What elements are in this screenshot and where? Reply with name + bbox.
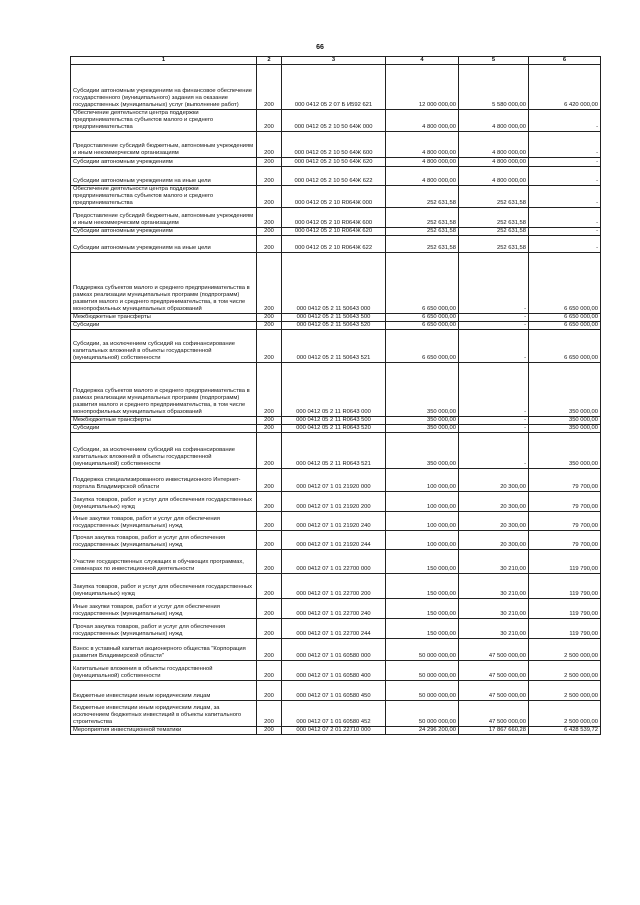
row-kbk-cell: 000 0412 05 2 10 50 64Ж 622 <box>282 167 386 186</box>
row-name-cell: Субсидии автономным учреждениям <box>71 158 257 167</box>
row-code-cell: 200 <box>257 531 282 550</box>
row-remaining-cell: - <box>529 158 601 167</box>
row-spent-cell: - <box>459 253 529 314</box>
row-total-cell: 150 000,00 <box>386 619 459 639</box>
row-remaining-cell: 350 000,00 <box>529 417 601 425</box>
row-kbk-cell: 000 0412 07 1 01 21920 244 <box>282 531 386 550</box>
row-name-cell: Иные закупки товаров, работ и услуг для обеспечения государственных (муниципальных) нужд <box>71 599 257 619</box>
row-remaining-cell: 79 700,00 <box>529 492 601 512</box>
row-spent-cell: 4 800 000,00 <box>459 132 529 158</box>
row-code-cell: 200 <box>257 681 282 701</box>
row-code-cell: 200 <box>257 701 282 727</box>
row-remaining-cell: - <box>529 208 601 228</box>
row-spent-cell: 20 300,00 <box>459 512 529 531</box>
row-name-cell: Прочая закупка товаров, работ и услуг для обеспечения государственных (муниципальных) нужд <box>71 531 257 550</box>
row-spent-cell: 30 210,00 <box>459 619 529 639</box>
row-spent-cell: 30 210,00 <box>459 550 529 574</box>
table-row <box>71 492 601 512</box>
row-kbk-cell: 000 0412 07 1 01 21920 200 <box>282 492 386 512</box>
row-code-cell: 200 <box>257 727 282 735</box>
row-code-cell: 200 <box>257 167 282 186</box>
row-remaining-cell: 350 000,00 <box>529 433 601 469</box>
row-total-cell: 4 800 000,00 <box>386 167 459 186</box>
row-remaining-cell: 79 700,00 <box>529 531 601 550</box>
row-remaining-cell: 6 650 000,00 <box>529 330 601 363</box>
table-row <box>71 531 601 550</box>
row-remaining-cell: 6 428 539,72 <box>529 727 601 735</box>
row-total-cell: 350 000,00 <box>386 363 459 417</box>
row-kbk-cell: 000 0412 05 2 11 R0643 000 <box>282 363 386 417</box>
row-name-cell: Обеспечение деятельности центра поддержки предпринимательства субъектов малого и среднего предпринимательства <box>71 186 257 208</box>
row-code-cell: 200 <box>257 158 282 167</box>
row-code-cell: 200 <box>257 330 282 363</box>
row-total-cell: 4 800 000,00 <box>386 132 459 158</box>
row-remaining-cell: 119 790,00 <box>529 550 601 574</box>
row-kbk-cell: 000 0412 05 2 10 50 64Ж 600 <box>282 132 386 158</box>
row-total-cell: 6 650 000,00 <box>386 322 459 330</box>
row-spent-cell: 5 580 000,00 <box>459 65 529 110</box>
row-remaining-cell: - <box>529 132 601 158</box>
row-remaining-cell: - <box>529 167 601 186</box>
page-number: 66 <box>316 44 324 51</box>
row-total-cell: 252 631,58 <box>386 186 459 208</box>
row-kbk-cell: 000 0412 05 2 10 R064Ж 000 <box>282 186 386 208</box>
row-name-cell: Субсидии, за исключением субсидий на софинансирование капитальных вложений в объекты государственной (муниципальной) собственности <box>71 330 257 363</box>
row-name-cell: Прочая закупка товаров, работ и услуг для обеспечения государственных (муниципальных) нужд <box>71 619 257 639</box>
table-row <box>71 469 601 492</box>
row-kbk-cell: 000 0412 07 1 01 60580 400 <box>282 661 386 681</box>
row-name-cell: Предоставление субсидий бюджетным, автономным учреждениям и иным некоммерческим организациям <box>71 132 257 158</box>
row-spent-cell: 47 500 000,00 <box>459 639 529 661</box>
row-name-cell: Субсидии автономным учреждениям <box>71 228 257 236</box>
row-code-cell: 200 <box>257 639 282 661</box>
row-spent-cell: - <box>459 417 529 425</box>
row-code-cell: 200 <box>257 253 282 314</box>
row-kbk-cell: 000 0412 05 2 11 50643 521 <box>282 330 386 363</box>
row-name-cell: Закупка товаров, работ и услуг для обеспечения государственных (муниципальных) нужд <box>71 492 257 512</box>
table-row <box>71 65 601 110</box>
row-kbk-cell: 000 0412 07 2 01 22710 000 <box>282 727 386 735</box>
row-kbk-cell: 000 0412 07 1 01 22700 240 <box>282 599 386 619</box>
row-spent-cell: - <box>459 433 529 469</box>
table-row <box>71 314 601 322</box>
row-remaining-cell: 119 790,00 <box>529 619 601 639</box>
row-spent-cell: 20 300,00 <box>459 531 529 550</box>
table-row <box>71 433 601 469</box>
row-spent-cell: 47 500 000,00 <box>459 661 529 681</box>
header-col-6: 6 <box>529 57 601 65</box>
table-row <box>71 110 601 132</box>
row-total-cell: 100 000,00 <box>386 469 459 492</box>
row-total-cell: 12 000 000,00 <box>386 65 459 110</box>
row-spent-cell: 4 800 000,00 <box>459 158 529 167</box>
row-total-cell: 150 000,00 <box>386 599 459 619</box>
table-row <box>71 599 601 619</box>
row-remaining-cell: 6 650 000,00 <box>529 322 601 330</box>
row-name-cell: Участие государственных служащих в обучающих программах, семинарах по инвестиционной деятельности <box>71 550 257 574</box>
row-name-cell: Взнос в уставный капитал акционерного общества "Корпорация развития Владимирской области" <box>71 639 257 661</box>
row-total-cell: 252 631,58 <box>386 208 459 228</box>
row-spent-cell: - <box>459 425 529 433</box>
row-spent-cell: 47 500 000,00 <box>459 701 529 727</box>
row-total-cell: 350 000,00 <box>386 433 459 469</box>
row-kbk-cell: 000 0412 05 2 11 R0643 500 <box>282 417 386 425</box>
row-remaining-cell: 119 790,00 <box>529 574 601 599</box>
row-total-cell: 6 650 000,00 <box>386 314 459 322</box>
table-row <box>71 167 601 186</box>
row-remaining-cell: 79 700,00 <box>529 469 601 492</box>
header-col-1: 1 <box>71 57 257 65</box>
row-remaining-cell: 6 650 000,00 <box>529 253 601 314</box>
row-remaining-cell: 2 500 000,00 <box>529 639 601 661</box>
row-remaining-cell: 2 500 000,00 <box>529 661 601 681</box>
row-code-cell: 200 <box>257 314 282 322</box>
table-row <box>71 550 601 574</box>
row-total-cell: 150 000,00 <box>386 574 459 599</box>
row-remaining-cell: 119 790,00 <box>529 599 601 619</box>
row-remaining-cell: 350 000,00 <box>529 363 601 417</box>
row-spent-cell: - <box>459 330 529 363</box>
row-name-cell: Обеспечение деятельности центра поддержки предпринимательства субъектов малого и среднего предпринимательства <box>71 110 257 132</box>
row-name-cell: Иные закупки товаров, работ и услуг для обеспечения государственных (муниципальных) нужд <box>71 512 257 531</box>
row-name-cell: Субсидии автономным учреждениям на финансовое обеспечение государственного (муниципального) задания на оказание государственных (муниципальных) услуг (выполнение работ) <box>71 65 257 110</box>
table-row <box>71 236 601 253</box>
row-remaining-cell: 2 500 000,00 <box>529 681 601 701</box>
table-row <box>71 512 601 531</box>
row-name-cell: Мероприятия инвестиционной тематики <box>71 727 257 735</box>
row-code-cell: 200 <box>257 433 282 469</box>
row-code-cell: 200 <box>257 236 282 253</box>
row-code-cell: 200 <box>257 110 282 132</box>
row-total-cell: 50 000 000,00 <box>386 681 459 701</box>
row-total-cell: 50 000 000,00 <box>386 701 459 727</box>
row-kbk-cell: 000 0412 07 1 01 21920 000 <box>282 469 386 492</box>
row-remaining-cell: - <box>529 110 601 132</box>
row-kbk-cell: 000 0412 07 1 01 22700 000 <box>282 550 386 574</box>
row-code-cell: 200 <box>257 208 282 228</box>
table-row <box>71 330 601 363</box>
row-kbk-cell: 000 0412 07 1 01 60580 452 <box>282 701 386 727</box>
row-spent-cell: - <box>459 322 529 330</box>
row-name-cell: Субсидии <box>71 425 257 433</box>
row-kbk-cell: 000 0412 07 1 01 21920 240 <box>282 512 386 531</box>
budget-table <box>70 56 601 735</box>
row-code-cell: 200 <box>257 599 282 619</box>
row-kbk-cell: 000 0412 05 2 10 R064Ж 620 <box>282 228 386 236</box>
row-name-cell: Предоставление субсидий бюджетным, автономным учреждениям и иным некоммерческим организациям <box>71 208 257 228</box>
row-remaining-cell: 6 420 000,00 <box>529 65 601 110</box>
row-kbk-cell: 000 0412 05 2 10 R064Ж 622 <box>282 236 386 253</box>
row-total-cell: 100 000,00 <box>386 531 459 550</box>
table-row <box>71 132 601 158</box>
row-code-cell: 200 <box>257 132 282 158</box>
row-kbk-cell: 000 0412 07 1 01 22700 244 <box>282 619 386 639</box>
table-row <box>71 363 601 417</box>
row-kbk-cell: 000 0412 07 1 01 22700 200 <box>282 574 386 599</box>
header-col-5: 5 <box>459 57 529 65</box>
row-name-cell: Бюджетные инвестиции иным юридическим лицам <box>71 681 257 701</box>
table-header-row <box>71 57 601 65</box>
row-code-cell: 200 <box>257 417 282 425</box>
row-total-cell: 350 000,00 <box>386 425 459 433</box>
row-remaining-cell: 79 700,00 <box>529 512 601 531</box>
row-total-cell: 150 000,00 <box>386 550 459 574</box>
table-row <box>71 661 601 681</box>
row-code-cell: 200 <box>257 322 282 330</box>
row-code-cell: 200 <box>257 228 282 236</box>
row-code-cell: 200 <box>257 65 282 110</box>
row-total-cell: 252 631,58 <box>386 236 459 253</box>
row-kbk-cell: 000 0412 07 1 01 60580 000 <box>282 639 386 661</box>
row-total-cell: 100 000,00 <box>386 512 459 531</box>
table-row <box>71 186 601 208</box>
row-name-cell: Поддержка специализированного инвестиционного Интернет-портала Владимирской области <box>71 469 257 492</box>
row-spent-cell: - <box>459 314 529 322</box>
row-spent-cell: 20 300,00 <box>459 469 529 492</box>
row-spent-cell: 252 631,58 <box>459 228 529 236</box>
row-name-cell: Межбюджетные трансферты <box>71 314 257 322</box>
table-row <box>71 322 601 330</box>
row-name-cell: Капитальные вложения в объекты государственной (муниципальной) собственности <box>71 661 257 681</box>
row-code-cell: 200 <box>257 469 282 492</box>
row-spent-cell: 30 210,00 <box>459 574 529 599</box>
row-remaining-cell: - <box>529 186 601 208</box>
row-name-cell: Субсидии автономным учреждениям на иные цели <box>71 236 257 253</box>
row-name-cell: Бюджетные инвестиции иным юридическим лицам, за исключением бюджетных инвестиций в объекты капитального строительства <box>71 701 257 727</box>
row-name-cell: Поддержка субъектов малого и среднего предпринимательства в рамках реализации муниципальных программ (подпрограмм) развития малого и среднего предпринимательства, в том числе монопрофильных муниципальных образований <box>71 363 257 417</box>
table-row <box>71 681 601 701</box>
row-name-cell: Субсидии <box>71 322 257 330</box>
row-name-cell: Субсидии автономным учреждениям на иные цели <box>71 167 257 186</box>
row-name-cell: Субсидии, за исключением субсидий на софинансирование капитальных вложений в объекты государственной (муниципальной) собственности <box>71 433 257 469</box>
table-row <box>71 228 601 236</box>
row-code-cell: 200 <box>257 492 282 512</box>
row-kbk-cell: 000 0412 05 2 11 50643 000 <box>282 253 386 314</box>
row-total-cell: 4 800 000,00 <box>386 110 459 132</box>
table-row <box>71 208 601 228</box>
row-total-cell: 100 000,00 <box>386 492 459 512</box>
row-total-cell: 24 296 200,00 <box>386 727 459 735</box>
row-name-cell: Межбюджетные трансферты <box>71 417 257 425</box>
row-spent-cell: 4 800 000,00 <box>459 110 529 132</box>
row-remaining-cell: - <box>529 236 601 253</box>
table-row <box>71 574 601 599</box>
row-remaining-cell: 2 500 000,00 <box>529 701 601 727</box>
row-total-cell: 4 800 000,00 <box>386 158 459 167</box>
table-row <box>71 619 601 639</box>
row-spent-cell: 252 631,58 <box>459 186 529 208</box>
row-kbk-cell: 000 0412 05 2 10 R064Ж 600 <box>282 208 386 228</box>
row-spent-cell: 4 800 000,00 <box>459 167 529 186</box>
header-col-3: 3 <box>282 57 386 65</box>
header-col-4: 4 <box>386 57 459 65</box>
row-code-cell: 200 <box>257 425 282 433</box>
row-code-cell: 200 <box>257 619 282 639</box>
row-kbk-cell: 000 0412 05 2 07 Б И592 621 <box>282 65 386 110</box>
row-total-cell: 252 631,58 <box>386 228 459 236</box>
row-code-cell: 200 <box>257 363 282 417</box>
table-row <box>71 158 601 167</box>
table-row <box>71 727 601 735</box>
table-row <box>71 701 601 727</box>
row-kbk-cell: 000 0412 05 2 11 50643 520 <box>282 322 386 330</box>
table-row <box>71 639 601 661</box>
row-code-cell: 200 <box>257 550 282 574</box>
row-kbk-cell: 000 0412 07 1 01 60580 450 <box>282 681 386 701</box>
row-spent-cell: 47 500 000,00 <box>459 681 529 701</box>
header-col-2: 2 <box>257 57 282 65</box>
row-kbk-cell: 000 0412 05 2 11 R0643 520 <box>282 425 386 433</box>
row-spent-cell: - <box>459 363 529 417</box>
row-kbk-cell: 000 0412 05 2 10 50 64Ж 620 <box>282 158 386 167</box>
table-row <box>71 417 601 425</box>
row-code-cell: 200 <box>257 574 282 599</box>
row-spent-cell: 17 867 660,28 <box>459 727 529 735</box>
row-code-cell: 200 <box>257 186 282 208</box>
row-name-cell: Закупка товаров, работ и услуг для обеспечения государственных (муниципальных) нужд <box>71 574 257 599</box>
row-kbk-cell: 000 0412 05 2 10 50 64Ж 000 <box>282 110 386 132</box>
table-row <box>71 425 601 433</box>
row-spent-cell: 252 631,58 <box>459 236 529 253</box>
row-total-cell: 50 000 000,00 <box>386 661 459 681</box>
row-total-cell: 6 650 000,00 <box>386 330 459 363</box>
row-code-cell: 200 <box>257 512 282 531</box>
table-row <box>71 253 601 314</box>
row-remaining-cell: 350 000,00 <box>529 425 601 433</box>
row-total-cell: 6 650 000,00 <box>386 253 459 314</box>
row-spent-cell: 30 210,00 <box>459 599 529 619</box>
row-remaining-cell: - <box>529 228 601 236</box>
row-total-cell: 350 000,00 <box>386 417 459 425</box>
row-spent-cell: 20 300,00 <box>459 492 529 512</box>
row-total-cell: 50 000 000,00 <box>386 639 459 661</box>
row-kbk-cell: 000 0412 05 2 11 R0643 521 <box>282 433 386 469</box>
row-name-cell: Поддержка субъектов малого и среднего предпринимательства в рамках реализации муниципальных программ (подпрограмм) развития малого и среднего предпринимательства, в том числе монопрофильных муниципальных образований <box>71 253 257 314</box>
row-code-cell: 200 <box>257 661 282 681</box>
row-spent-cell: 252 631,58 <box>459 208 529 228</box>
row-kbk-cell: 000 0412 05 2 11 50643 500 <box>282 314 386 322</box>
row-remaining-cell: 6 650 000,00 <box>529 314 601 322</box>
